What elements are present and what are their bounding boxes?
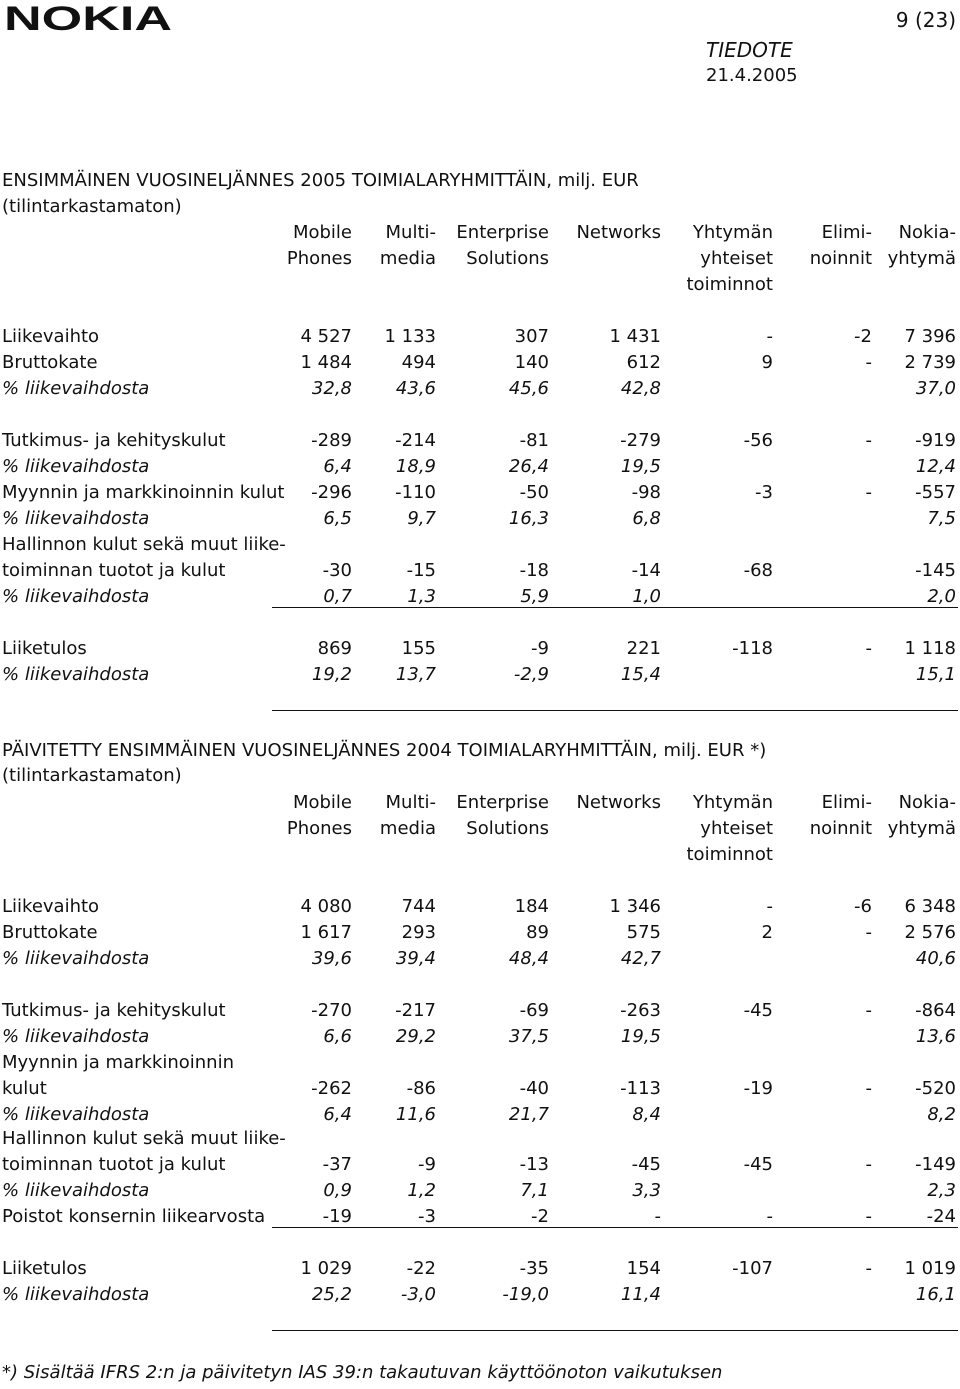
table-cell: 744	[401, 896, 436, 917]
table-cell: 6,4	[323, 1104, 352, 1125]
table-cell: 140	[514, 352, 549, 373]
table-cell: 7 396	[904, 326, 956, 347]
table-cell: 29,2	[395, 1026, 436, 1047]
column-header: media	[379, 818, 436, 839]
column-header: noinnit	[809, 818, 872, 839]
row-label: % liikevaihdosta	[2, 1284, 150, 1305]
table-cell: -110	[395, 482, 436, 503]
column-header: Phones	[286, 248, 352, 269]
column-header: Nokia-	[898, 222, 956, 243]
section-subtitle: (tilintarkastamaton)	[2, 196, 182, 217]
table-cell: 19,5	[620, 456, 661, 477]
table-cell: 6 348	[904, 896, 956, 917]
table-cell: -520	[915, 1078, 956, 1099]
section-divider	[272, 1330, 958, 1331]
table-cell: 8,4	[632, 1104, 661, 1125]
table-cell: 19,5	[620, 1026, 661, 1047]
table-cell: 15,1	[915, 664, 956, 685]
row-label: kulut	[2, 1078, 47, 1099]
table-cell: -	[865, 922, 872, 943]
column-header: Multi-	[385, 222, 436, 243]
table-cell: -30	[322, 560, 352, 581]
table-cell: -	[865, 1206, 872, 1227]
column-header: toiminnot	[686, 844, 773, 865]
table-cell: -	[865, 1258, 872, 1279]
row-label: % liikevaihdosta	[2, 948, 150, 969]
table-cell: 45,6	[508, 378, 549, 399]
table-cell: 7,5	[927, 508, 956, 529]
section-subtitle: (tilintarkastamaton)	[2, 765, 182, 786]
column-header: noinnit	[809, 248, 872, 269]
table-cell: 1 019	[904, 1258, 956, 1279]
nokia-logo	[4, 2, 174, 34]
table-cell: 3,3	[632, 1180, 661, 1201]
table-cell: 1 133	[384, 326, 436, 347]
column-header: Multi-	[385, 792, 436, 813]
table-cell: 15,4	[620, 664, 661, 685]
table-cell: 42,7	[620, 948, 661, 969]
table-cell: 1 346	[609, 896, 661, 917]
table-cell: -45	[631, 1154, 661, 1175]
table-cell: 1,2	[407, 1180, 436, 1201]
subtotal-underline	[272, 607, 958, 608]
column-header: Nokia-	[898, 792, 956, 813]
column-header: Phones	[286, 818, 352, 839]
table-cell: -3,0	[400, 1284, 436, 1305]
table-cell: -19,0	[502, 1284, 549, 1305]
table-cell: -864	[915, 1000, 956, 1021]
table-cell: 307	[514, 326, 549, 347]
table-cell: 2 576	[904, 922, 956, 943]
row-label: % liikevaihdosta	[2, 508, 150, 529]
table-cell: 0,7	[323, 586, 352, 607]
table-cell: -557	[915, 482, 956, 503]
table-cell: -19	[322, 1206, 352, 1227]
table-cell: 2 739	[904, 352, 956, 373]
table-cell: -	[865, 638, 872, 659]
table-cell: 18,9	[395, 456, 436, 477]
table-cell: 1 484	[300, 352, 352, 373]
column-header: Elimi-	[821, 792, 872, 813]
column-header: Yhtymän	[692, 792, 773, 813]
column-header: Elimi-	[821, 222, 872, 243]
document-type: TIEDOTE	[706, 38, 793, 62]
table-cell: 32,8	[311, 378, 352, 399]
row-label: Liikevaihto	[2, 896, 100, 917]
table-cell: 4 527	[300, 326, 352, 347]
table-cell: -262	[311, 1078, 352, 1099]
row-label: Bruttokate	[2, 352, 98, 373]
table-cell: 39,6	[311, 948, 352, 969]
row-label: % liikevaihdosta	[2, 456, 150, 477]
table-cell: 1 617	[300, 922, 352, 943]
table-cell: 37,0	[915, 378, 956, 399]
table-cell: -14	[631, 560, 661, 581]
table-cell: -13	[519, 1154, 549, 1175]
row-label: Hallinnon kulut sekä muut liike-	[2, 534, 286, 555]
section-title: ENSIMMÄINEN VUOSINELJÄNNES 2005 TOIMIALARYHMITTÄIN, milj. EUR	[2, 170, 639, 191]
table-cell: -3	[418, 1206, 436, 1227]
table-cell: -113	[620, 1078, 661, 1099]
table-cell: -68	[743, 560, 773, 581]
column-header: Enterprise	[456, 222, 549, 243]
subtotal-underline	[272, 1227, 958, 1228]
row-label: Poistot konsernin liikearvosta	[2, 1206, 266, 1227]
table-cell: 5,9	[520, 586, 549, 607]
table-cell: -217	[395, 1000, 436, 1021]
column-header: toiminnot	[686, 274, 773, 295]
table-cell: 9,7	[407, 508, 436, 529]
column-header: Networks	[576, 222, 661, 243]
table-cell: 40,6	[915, 948, 956, 969]
table-cell: 21,7	[508, 1104, 549, 1125]
column-header: media	[379, 248, 436, 269]
row-label: Bruttokate	[2, 922, 98, 943]
table-cell: 13,7	[395, 664, 436, 685]
row-label: % liikevaihdosta	[2, 1180, 150, 1201]
table-cell: -6	[854, 896, 872, 917]
table-cell: -19	[743, 1078, 773, 1099]
row-label: toiminnan tuotot ja kulut	[2, 560, 226, 581]
row-label: Liikevaihto	[2, 326, 100, 347]
table-cell: 39,4	[395, 948, 436, 969]
table-cell: 16,1	[915, 1284, 956, 1305]
table-cell: 6,4	[323, 456, 352, 477]
column-header: yhteiset	[700, 248, 773, 269]
table-cell: -86	[406, 1078, 436, 1099]
table-cell: -18	[519, 560, 549, 581]
table-cell: 1,3	[407, 586, 436, 607]
column-header: yhteiset	[700, 818, 773, 839]
table-cell: -	[766, 896, 773, 917]
table-cell: 1 431	[609, 326, 661, 347]
page-number: 9 (23)	[895, 8, 956, 32]
table-cell: 26,4	[508, 456, 549, 477]
table-cell: 6,6	[323, 1026, 352, 1047]
document-date: 21.4.2005	[706, 65, 798, 86]
row-label: Myynnin ja markkinoinnin kulut	[2, 482, 285, 503]
table-cell: -98	[631, 482, 661, 503]
column-header: Mobile	[292, 222, 352, 243]
row-label: Tutkimus- ja kehityskulut	[2, 1000, 226, 1021]
table-cell: -149	[915, 1154, 956, 1175]
table-cell: 42,8	[620, 378, 661, 399]
table-cell: 25,2	[311, 1284, 352, 1305]
table-cell: -24	[926, 1206, 956, 1227]
table-cell: -2,9	[513, 664, 549, 685]
table-cell: -3	[755, 482, 773, 503]
table-cell: 1,0	[632, 586, 661, 607]
column-header: Networks	[576, 792, 661, 813]
table-cell: -279	[620, 430, 661, 451]
table-cell: 6,5	[323, 508, 352, 529]
table-cell: -	[865, 1078, 872, 1099]
table-cell: 37,5	[508, 1026, 549, 1047]
row-label: % liikevaihdosta	[2, 1104, 150, 1125]
table-cell: -	[865, 430, 872, 451]
table-cell: -37	[322, 1154, 352, 1175]
table-cell: -2	[531, 1206, 549, 1227]
footnote: *) Sisältää IFRS 2:n ja päivitetyn IAS 39:n takautuvan käyttöönoton vaikutuksen	[2, 1362, 723, 1383]
table-cell: 8,2	[927, 1104, 956, 1125]
table-cell: -	[766, 1206, 773, 1227]
table-cell: 11,4	[620, 1284, 661, 1305]
table-cell: -919	[915, 430, 956, 451]
table-cell: -40	[519, 1078, 549, 1099]
row-label: Myynnin ja markkinoinnin	[2, 1052, 234, 1073]
table-cell: 869	[317, 638, 352, 659]
row-label: % liikevaihdosta	[2, 586, 150, 607]
row-label: Liiketulos	[2, 638, 87, 659]
table-cell: -15	[406, 560, 436, 581]
section-divider	[272, 710, 958, 711]
table-cell: 1 118	[904, 638, 956, 659]
table-cell: 2,0	[927, 586, 956, 607]
table-cell: -	[865, 352, 872, 373]
table-cell: 16,3	[508, 508, 549, 529]
table-cell: -145	[915, 560, 956, 581]
row-label: % liikevaihdosta	[2, 1026, 150, 1047]
column-header: Yhtymän	[692, 222, 773, 243]
section-title: PÄIVITETTY ENSIMMÄINEN VUOSINELJÄNNES 2004 TOIMIALARYHMITTÄIN, milj. EUR *)	[2, 740, 767, 761]
row-label: Liiketulos	[2, 1258, 87, 1279]
table-cell: -81	[519, 430, 549, 451]
table-cell: -56	[743, 430, 773, 451]
table-cell: 494	[401, 352, 436, 373]
table-cell: -296	[311, 482, 352, 503]
table-cell: -	[865, 1000, 872, 1021]
table-cell: -	[654, 1206, 661, 1227]
column-header: Enterprise	[456, 792, 549, 813]
table-cell: -69	[519, 1000, 549, 1021]
table-cell: 11,6	[395, 1104, 436, 1125]
table-cell: 184	[514, 896, 549, 917]
row-label: Tutkimus- ja kehityskulut	[2, 430, 226, 451]
table-cell: 9	[761, 352, 773, 373]
table-cell: -45	[743, 1000, 773, 1021]
table-cell: 0,9	[323, 1180, 352, 1201]
table-cell: 2	[761, 922, 773, 943]
table-cell: -263	[620, 1000, 661, 1021]
table-cell: 1 029	[300, 1258, 352, 1279]
table-cell: 154	[626, 1258, 661, 1279]
table-cell: 13,6	[915, 1026, 956, 1047]
table-cell: 612	[626, 352, 661, 373]
table-cell: 155	[401, 638, 436, 659]
table-cell: -2	[854, 326, 872, 347]
table-cell: 48,4	[508, 948, 549, 969]
table-cell: -214	[395, 430, 436, 451]
table-cell: 43,6	[395, 378, 436, 399]
column-header: Solutions	[466, 818, 549, 839]
table-cell: 293	[401, 922, 436, 943]
table-cell: 2,3	[927, 1180, 956, 1201]
table-cell: 6,8	[632, 508, 661, 529]
table-cell: -9	[531, 638, 549, 659]
row-label: Hallinnon kulut sekä muut liike-	[2, 1128, 286, 1149]
table-cell: -118	[732, 638, 773, 659]
table-cell: -45	[743, 1154, 773, 1175]
column-header: Mobile	[292, 792, 352, 813]
table-cell: -289	[311, 430, 352, 451]
table-cell: 221	[626, 638, 661, 659]
table-cell: -270	[311, 1000, 352, 1021]
logo-text: NOKIA	[4, 2, 172, 34]
column-header: Solutions	[466, 248, 549, 269]
table-cell: -	[766, 326, 773, 347]
table-cell: 19,2	[311, 664, 352, 685]
table-cell: 89	[526, 922, 549, 943]
table-cell: -107	[732, 1258, 773, 1279]
column-header: yhtymä	[887, 248, 956, 269]
table-cell: -9	[418, 1154, 436, 1175]
table-cell: 12,4	[915, 456, 956, 477]
row-label: toiminnan tuotot ja kulut	[2, 1154, 226, 1175]
table-cell: -22	[406, 1258, 436, 1279]
table-cell: -50	[519, 482, 549, 503]
row-label: % liikevaihdosta	[2, 378, 150, 399]
table-cell: -	[865, 482, 872, 503]
table-cell: 575	[626, 922, 661, 943]
table-cell: 7,1	[520, 1180, 549, 1201]
table-cell: -	[865, 1154, 872, 1175]
table-cell: 4 080	[300, 896, 352, 917]
column-header: yhtymä	[887, 818, 956, 839]
row-label: % liikevaihdosta	[2, 664, 150, 685]
table-cell: -35	[519, 1258, 549, 1279]
